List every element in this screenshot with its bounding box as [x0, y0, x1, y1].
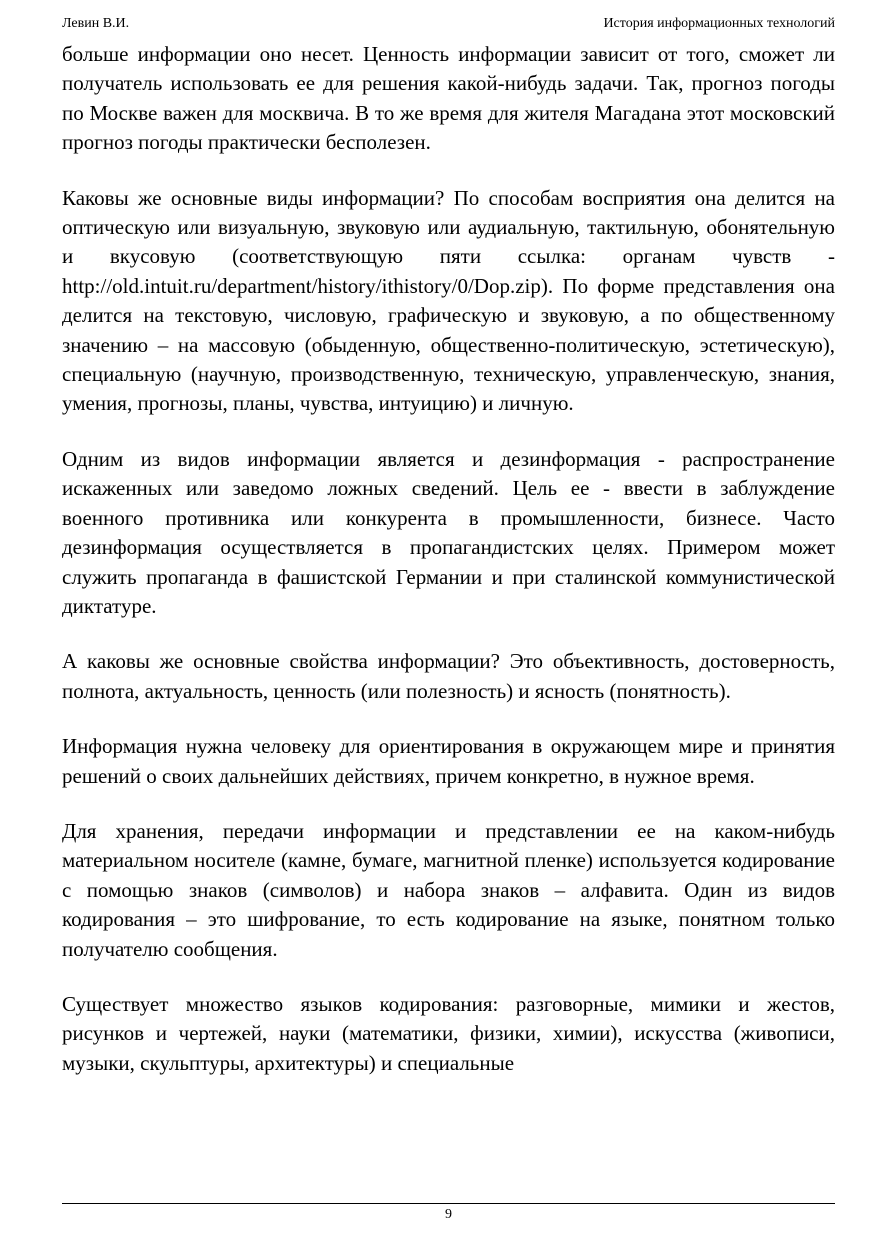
page-number: 9	[445, 1207, 452, 1222]
paragraph: больше информации оно несет. Ценность информации зависит от того, сможет ли получатель использовать ее для решения какой-нибудь задачи. Так, прогноз погоды по Москве важен для москвича. В то же время для жителя Магадана этот московский прогноз погоды практически бесполезен.	[62, 42, 835, 155]
footer-divider	[62, 1203, 835, 1204]
paragraph: А каковы же основные свойства информации? Это объективность, достоверность, полнота, актуальность, ценность (или полезность) и ясность (понятность).	[62, 649, 835, 703]
header-author: Левин В.И.	[62, 16, 130, 31]
body-text	[62, 40, 835, 1078]
paragraph: Информация нужна человеку для ориентирования в окружающем мире и принятия решений о своих дальнейших действиях, причем конкретно, в нужное время.	[62, 734, 835, 788]
paragraph: Каковы же основные виды информации? По способам восприятия она делится на оптическую или визуальную, звуковую или аудиальную, тактильную, обонятельную и вкусовую (соответствующую пяти ссылка: органам чувств - http://old.intuit.ru/department/history/ithistory/0/Dop.zip). По форме представления она делится на текстовую, числовую, графическую и звуковую, а по общественному значению – на массовую (обыденную, общественно-политическую, эстетическую), специальную (научную, производственную, техническую, управленческую, знания, умения, прогнозы, планы, чувства, интуицию) и личную.	[62, 185, 835, 416]
header-title: История информационных технологий	[603, 16, 835, 31]
paragraph: Существует множество языков кодирования: разговорные, мимики и жестов, рисунков и чертежей, науки (математики, физики, химии), искусства (живописи, музыки, скульптуры, архитектуры) и специальные	[62, 991, 835, 1075]
page-header	[62, 14, 835, 34]
paragraph: Одним из видов информации является и дезинформация - распространение искаженных или заведомо ложных сведений. Цель ее - ввести в заблуждение военного противника или конкурента в промышленности, бизнесе. Часто дезинформация осуществляется в пропагандистских целях. Примером может служить пропаганда в фашистской Германии и при сталинской коммунистической диктатуре.	[62, 446, 835, 618]
paragraph: Для хранения, передачи информации и представлении ее на каком-нибудь материальном носителе (камне, бумаге, магнитной пленке) используется кодирование с помощью знаков (символов) и набора знаков – алфавита. Один из видов кодирования – это шифрование, то есть кодирование на языке, понятном только получателю сообщения.	[62, 818, 835, 961]
